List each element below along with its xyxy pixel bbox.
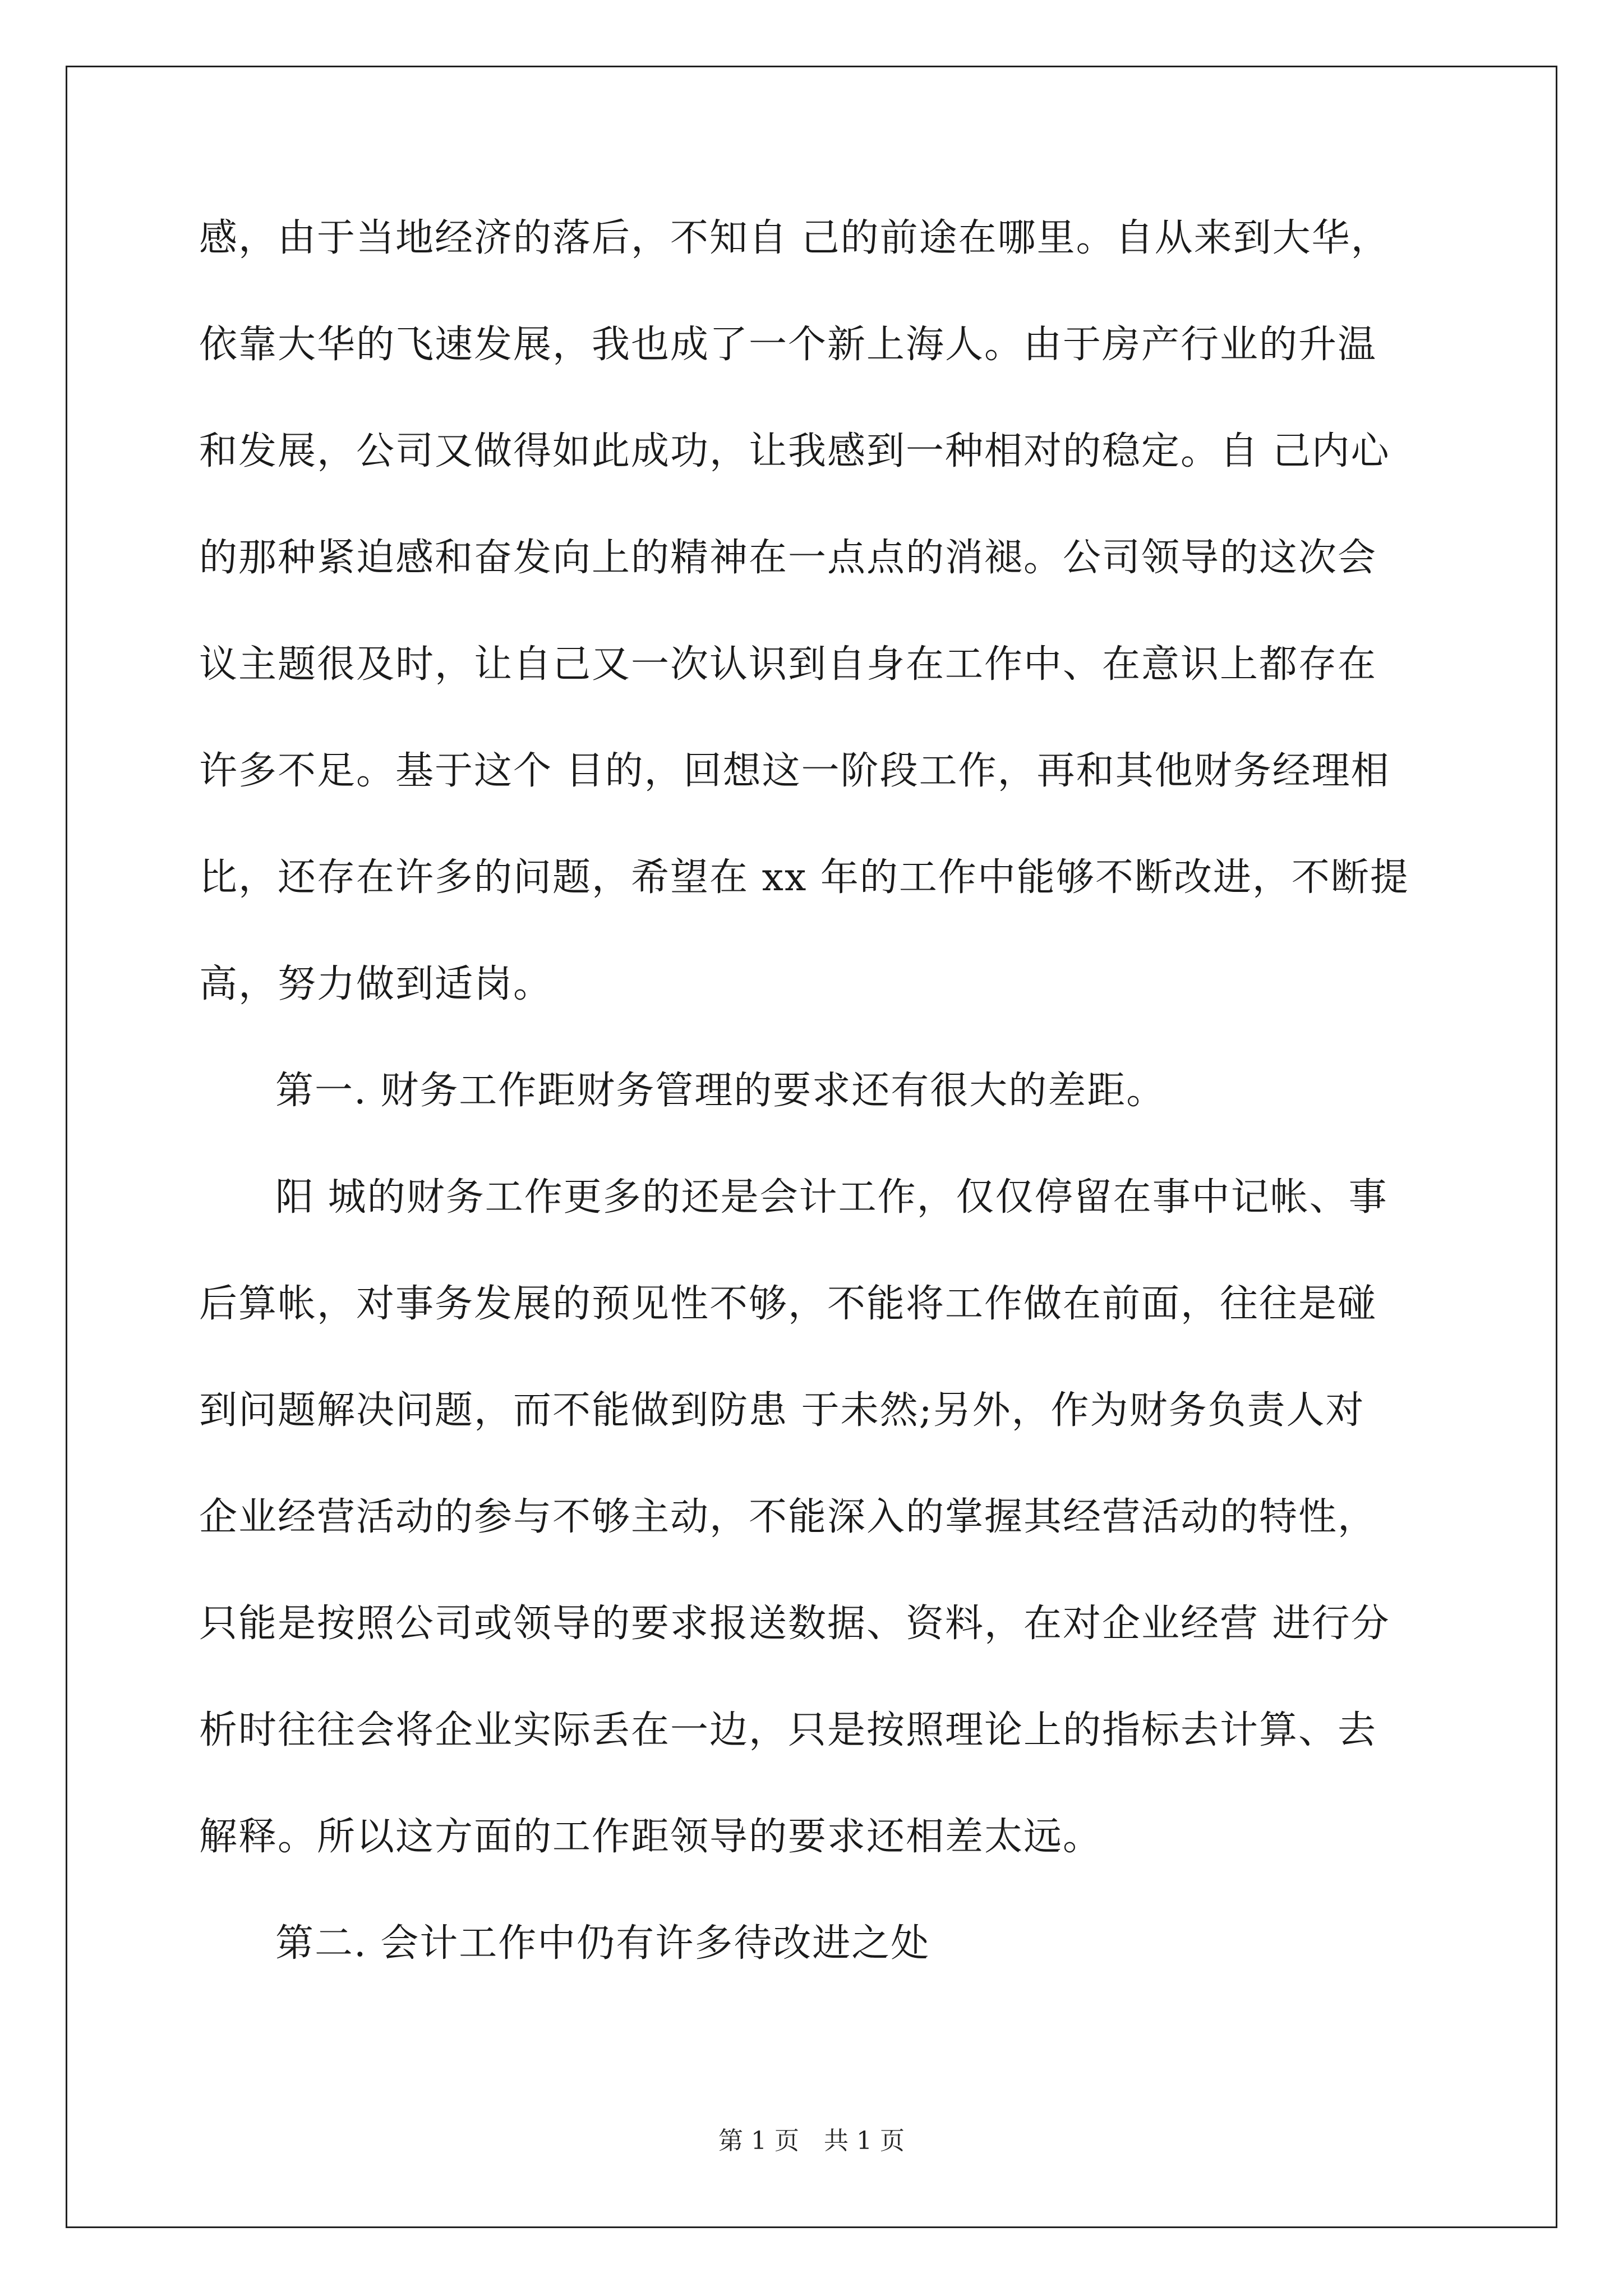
- text-line: 感，由于当地经济的落后，不知自 己的前途在哪里。自从来到大华，: [199, 216, 1390, 260]
- text-line: 的那种紧迫感和奋发向上的精神在一点点的消褪。公司领导的这次会: [199, 536, 1377, 580]
- text-line: 比，还存在许多的问题，希望在 xx 年的工作中能够不断改进，不断提: [199, 855, 1409, 900]
- text-line: 企业经营活动的参与不够主动，不能深入的掌握其经营活动的特性，: [199, 1495, 1377, 1539]
- text-line: 阳 城的财务工作更多的还是会计工作，仅仅停留在事中记帐、事: [275, 1175, 1388, 1220]
- text-line: 和发展，公司又做得如此成功，让我感到一种相对的稳定。自 己内心: [199, 429, 1390, 473]
- text-line: 高，努力做到适岗。: [199, 962, 553, 1006]
- text-line: 解释。所以这方面的工作距领导的要求还相差太远。: [199, 1815, 1103, 1859]
- section-heading-2: 第二. 会计工作中仍有许多待改进之处: [275, 1921, 930, 1966]
- section-heading-1: 第一. 财务工作距财务管理的要求还有很大的差距。: [275, 1069, 1166, 1113]
- document-body: [199, 185, 1427, 1997]
- text-line: 议主题很及时，让自己又一次认识到自身在工作中、在意识上都存在: [199, 642, 1377, 687]
- text-line: 后算帐，对事务发展的预见性不够，不能将工作做在前面，往往是碰: [199, 1282, 1377, 1326]
- text-line: 依靠大华的飞速发展，我也成了一个新上海人。由于房产行业的升温: [199, 323, 1377, 367]
- text-line: 许多不足。基于这个 目的，回想这一阶段工作，再和其他财务经理相: [199, 749, 1390, 793]
- text-line: 析时往往会将企业实际丢在一边，只是按照理论上的指标去计算、去: [199, 1708, 1377, 1752]
- text-line: 到问题解决问题，而不能做到防患 于未然;另外，作为财务负责人对: [199, 1388, 1365, 1433]
- text-line: 只能是按照公司或领导的要求报送数据、资料，在对企业经营 进行分: [199, 1602, 1390, 1646]
- page-number: 第 1 页 共 1 页: [718, 2127, 905, 2155]
